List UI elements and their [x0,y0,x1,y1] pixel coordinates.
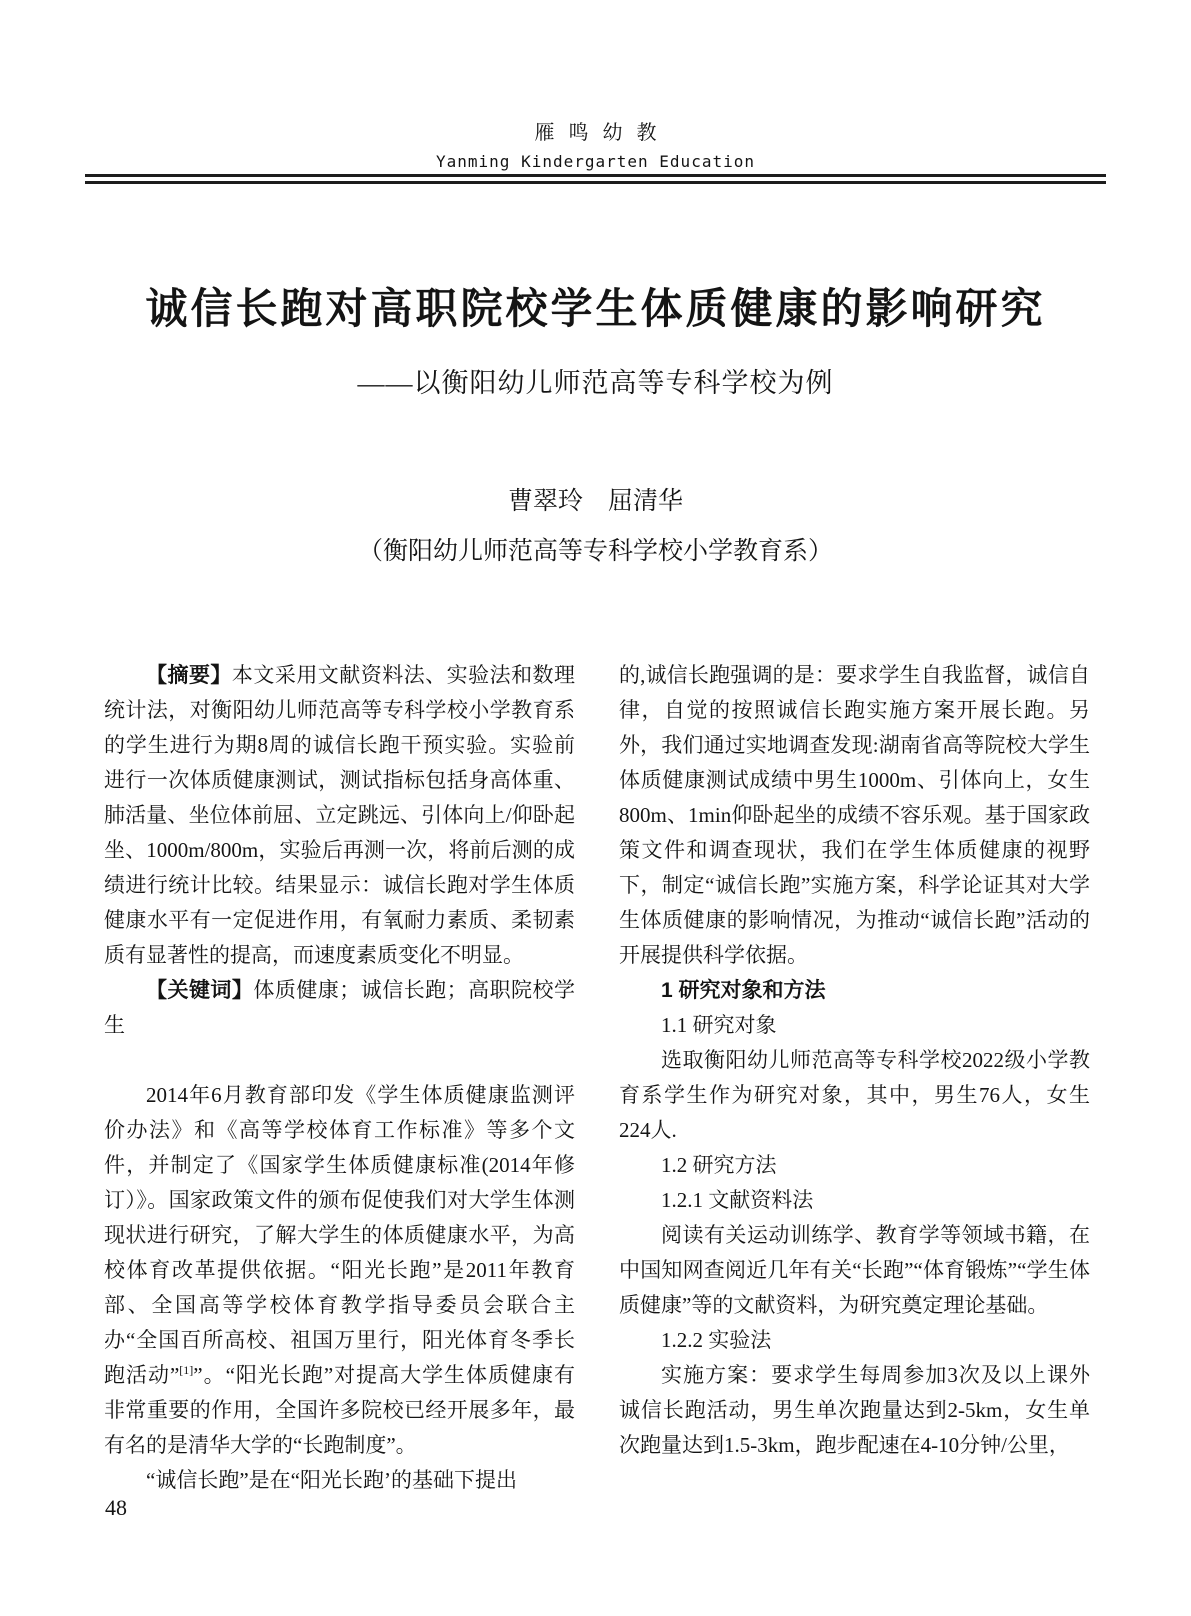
experiment-method-paragraph: 实施方案：要求学生每周参加3次及以上课外诚信长跑活动，男生单次跑量达到2-5km，女生单次跑量达到1.5-3km，跑步配速在4-10分钟/公里， [619,1363,1090,1457]
article-authors: 曹翠玲 屈清华 [507,488,683,515]
page-number: 48 [105,1495,127,1520]
divider-line-top [85,174,1106,177]
journal-header [0,116,1191,171]
intro-text-after-citation: ”。“阳光长跑”对提高大学生体质健康有非常重要的作用，全国许多院校已经开展多年，最有名的是清华大学的“长跑制度”。 [104,1363,575,1457]
title-block [0,286,1191,400]
right-column [619,658,1090,1498]
keywords-label: 【关键词】 [146,979,254,1002]
intro-text-before-citation: 2014年6月教育部印发《学生体质健康监测评价办法》和《高等学校体育工作标准》等多个文件，并制定了《国家学生体质健康标准(2014年修订）》。国家政策文件的颁布促使我们对大学生体测现状进行研究，了解大学生的体质健康水平，为高校体育改革提供依据。“阳光长跑”是2011年教育部、全国高等学校体育教学指导委员会联合主办“全国百所高校、祖国万里行，阳光体育冬季长跑活动” [104,1083,575,1387]
section-heading-1-2-2: 1.2.2 实验法 [661,1328,772,1352]
abstract-text: 本文采用文献资料法、实验法和数理统计法，对衡阳幼儿师范高等专科学校小学教育系的学生进行为期8周的诚信长跑干预实验。实验前进行一次体质健康测试，测试指标包括身高体重、肺活量、坐位体前屈、立定跳远、引体向上/仰卧起坐、1000m/800m，实验后再测一次，将前后测的成绩进行统计比较。结果显示：诚信长跑对学生体质健康水平有一定促进作用，有氧耐力素质、柔韧素质有显著性的提高，而速度素质变化不明显。 [104,663,576,967]
literature-method-paragraph: 阅读有关运动训练学、教育学等领域书籍，在中国知网查阅近几年有关“长跑”“体育锻炼”“学生体质健康”等的文献资料，为研究奠定理论基础。 [619,1223,1090,1317]
article-title: 诚信长跑对高职院校学生体质健康的影响研究 [145,287,1046,333]
abstract-paragraph [104,658,575,973]
abstract-label: 【摘要】 [146,664,232,687]
article-body [104,658,1090,1498]
journal-name-en: Yanming Kindergarten Education [436,152,755,171]
section-heading-1: 1 研究对象和方法 [661,979,826,1002]
article-subtitle: ——以衡阳幼儿师范高等专科学校为例 [357,368,834,399]
citation-marker-1: [1] [179,1363,194,1377]
journal-name-cn: 雁鸣幼教 [534,122,671,144]
keywords-paragraph [104,973,575,1043]
header-divider [85,174,1106,184]
section-heading-1-1: 1.1 研究对象 [661,1013,777,1037]
continuation-paragraph: 的,诚信长跑强调的是：要求学生自我监督，诚信自律，自觉的按照诚信长跑实施方案开展长跑。另外，我们通过实地调查发现:湖南省高等院校大学生体质健康测试成绩中男生1000m、引体向上，女生800m、1min仰卧起坐的成绩不容乐观。基于国家政策文件和调查现状，我们在学生体质健康的视野下，制定“诚信长跑”实施方案，科学论证其对大学生体质健康的影响情况，为推动“诚信长跑”活动的开展提供科学依据。 [619,663,1090,967]
keywords-text: 体质健康；诚信长跑；高职院校学生 [104,978,576,1037]
left-last-paragraph: “诚信长跑”是在“阳光长跑’的基础下提出 [146,1468,517,1492]
section-heading-1-2: 1.2 研究方法 [661,1153,777,1177]
left-column [104,658,575,1498]
divider-line-bottom [85,181,1106,184]
article-affiliation: （衡阳幼儿师范高等专科学校小学教育系） [357,538,833,565]
research-subjects-paragraph: 选取衡阳幼儿师范高等专科学校2022级小学教育系学生作为研究对象，其中，男生76人，女生224人. [619,1048,1090,1142]
section-heading-1-2-1: 1.2.1 文献资料法 [661,1188,814,1212]
intro-paragraph [104,1078,575,1463]
byline [0,481,1191,567]
